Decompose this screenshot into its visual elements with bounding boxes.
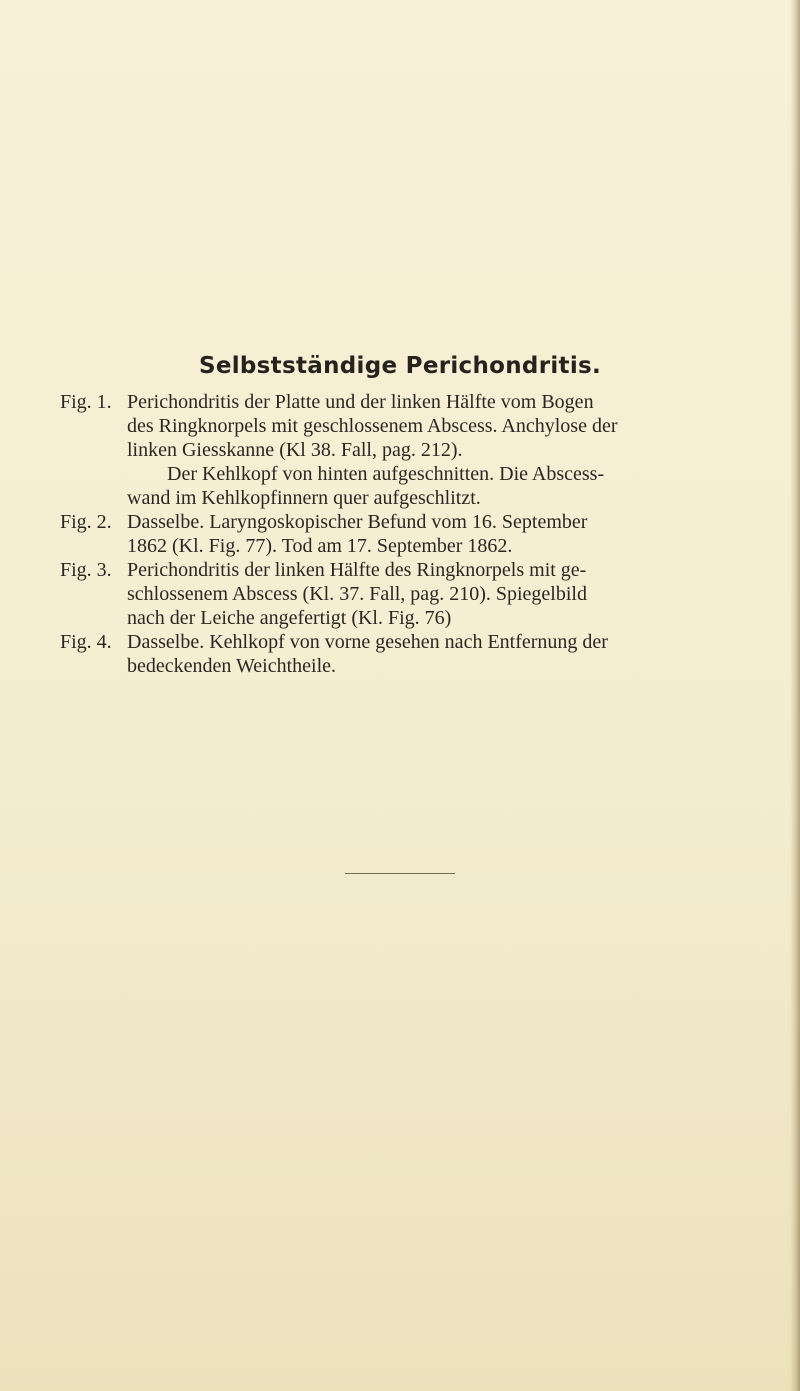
page-title: Selbstständige Perichondritis. bbox=[198, 353, 602, 379]
figure-legend-4 bbox=[60, 630, 780, 678]
figure-text-line: nach der Leiche angefertigt (Kl. Fig. 76) bbox=[127, 607, 452, 629]
figure-text-line: Der Kehlkopf von hinten aufgeschnitten. Die Abscess- bbox=[167, 463, 605, 485]
figure-text-line: Perichondritis der Platte und der linken Hälfte vom Bogen bbox=[127, 391, 594, 413]
figure-label: Fig. 4. bbox=[60, 631, 112, 653]
figure-text-line: des Ringknorpels mit geschlossenem Abscess. Anchylose der bbox=[127, 415, 618, 437]
section-divider bbox=[345, 873, 455, 874]
figure-description bbox=[127, 630, 780, 678]
figure-description bbox=[127, 510, 780, 558]
figure-legend-list bbox=[60, 390, 780, 678]
figure-text-line: 1862 (Kl. Fig. 77). Tod am 17. September 1862. bbox=[127, 535, 513, 557]
figure-description bbox=[127, 390, 780, 510]
figure-description bbox=[127, 558, 780, 630]
figure-text-line: wand im Kehlkopfinnern quer aufgeschlitzt. bbox=[127, 487, 481, 509]
figure-text-line: linken Giesskanne (Kl 38. Fall, pag. 212). bbox=[127, 439, 463, 461]
figure-text-line: bedeckenden Weichtheile. bbox=[127, 655, 337, 677]
figure-text-line: Dasselbe. Kehlkopf von vorne gesehen nach Entfernung der bbox=[127, 631, 608, 653]
figure-text-line: Dasselbe. Laryngoskopischer Befund vom 16. September bbox=[127, 511, 588, 533]
page-edge-shadow bbox=[790, 0, 800, 1391]
figure-label: Fig. 2. bbox=[60, 511, 112, 533]
figure-legend-2 bbox=[60, 510, 780, 558]
figure-label: Fig. 1. bbox=[60, 391, 112, 413]
figure-text-line: schlossenem Abscess (Kl. 37. Fall, pag. 210). Spiegelbild bbox=[127, 583, 587, 605]
figure-legend-3 bbox=[60, 558, 780, 630]
figure-label: Fig. 3. bbox=[60, 559, 112, 581]
figure-text-line: Perichondritis der linken Hälfte des Ringknorpels mit ge- bbox=[127, 559, 587, 581]
figure-legend-1 bbox=[60, 390, 780, 510]
